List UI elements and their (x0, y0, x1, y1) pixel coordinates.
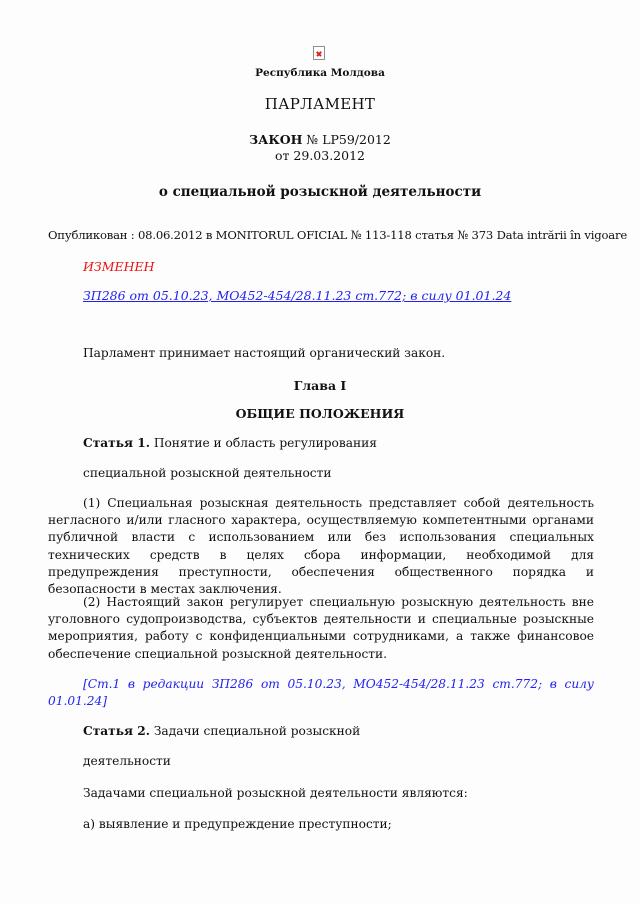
chapter-label: Глава I (293, 378, 347, 393)
publication-info: Опубликован : 08.06.2012 в MONITORUL OFICIAL № 113-118 статья № 373 Data intrării în vigoare (48, 228, 627, 242)
article-1-paragraph-1: (1) Специальная розыскная деятельность представляет собой деятельность негласного и/или гласного характера, осуществляемую компетентными органами публичной власти с использованием или без использования специальных технических средств в целях сбора информации, необходимой для предупреждения преступности, обеспечения общественного порядка и безопасности в местах заключения. (48, 496, 594, 597)
law-number-value: № LP59/2012 (306, 132, 391, 147)
article-2-heading (83, 724, 360, 738)
intro-text: Парламент принимает настоящий органический закон. (83, 346, 446, 360)
article-1-heading (83, 436, 377, 450)
article-1-label: Статья 1. (83, 436, 150, 450)
law-title: о специальной розыскной деятельности (158, 184, 482, 200)
institution-name: ПАРЛАМЕНТ (264, 95, 376, 113)
article-2-title-cont: деятельности (83, 754, 171, 768)
article-1-title: Понятие и область регулирования (153, 436, 377, 450)
article-1-edit-note: [Ст.1 в редакции ЗП286 от 05.10.23, МО452-454/28.11.23 ст.772; в силу 01.01.24] (48, 677, 594, 709)
law-number (0, 132, 640, 147)
article-2-title: Задачи специальной розыскной (153, 724, 361, 738)
country-name: Республика Молдова (255, 67, 385, 79)
article-2-item-a: а) выявление и предупреждение преступности; (83, 817, 392, 831)
article-2-lead: Задачами специальной розыскной деятельности являются: (83, 786, 468, 800)
broken-image-icon (313, 46, 325, 60)
article-1-title-cont: специальной розыскной деятельности (83, 466, 332, 480)
amendment-link[interactable]: ЗП286 от 05.10.23, МО452-454/28.11.23 ст.772; в силу 01.01.24 (83, 288, 512, 303)
law-date: от 29.03.2012 (275, 148, 365, 163)
article-1-paragraph-2: (2) Настоящий закон регулирует специальную розыскную деятельность вне уголовного судопроизводства, субъектов деятельности и специальные розыскные мероприятия, работу с конфиденциальными сотрудниками, а также финансовое обеспечение специальной розыскной деятельности. (48, 595, 594, 661)
article-2-label: Статья 2. (83, 724, 150, 738)
amendment-status: ИЗМЕНЕН (83, 259, 155, 274)
chapter-title: ОБЩИЕ ПОЛОЖЕНИЯ (235, 406, 405, 421)
law-label: ЗАКОН (249, 132, 303, 147)
